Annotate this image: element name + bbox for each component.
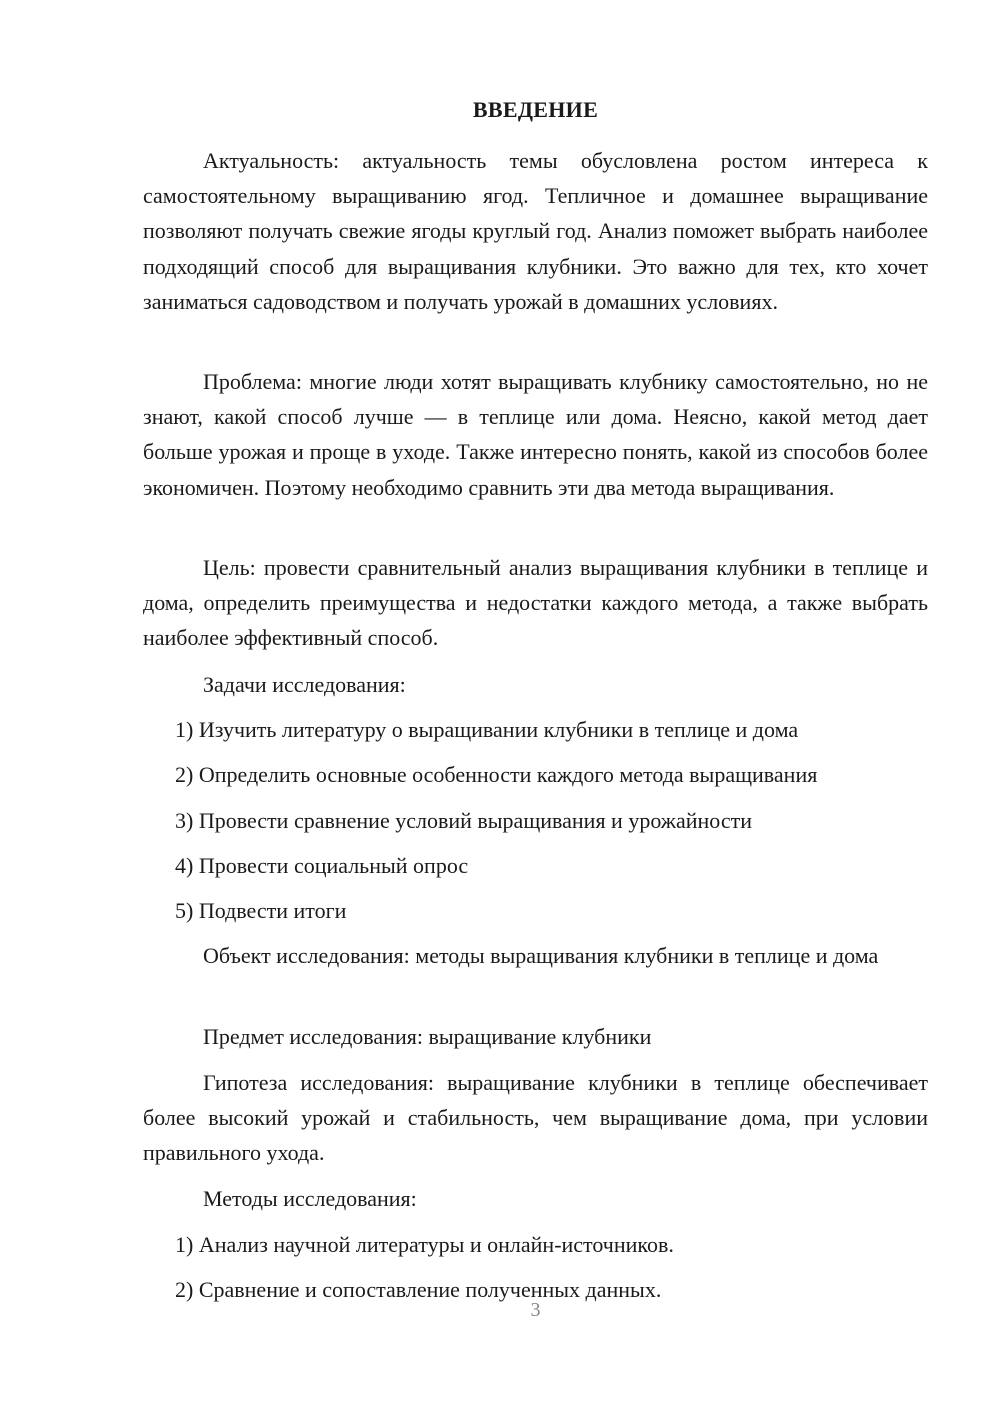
task-item: 3) Провести сравнение условий выращивания и урожайности [175,808,752,833]
task-item: 1) Изучить литературу о выращивании клубники в теплице и дома [175,717,799,742]
task-item: 2) Определить основные особенности каждого метода выращивания [175,762,818,787]
methods-heading: Методы исследования: [203,1186,417,1211]
section-heading: ВВЕДЕНИЕ [472,97,599,122]
problem-paragraph: Проблема: многие люди хотят выращивать клубнику самостоятельно, но не знают, какой способ лучше — в теплице или дома. Неясно, какой метод дает больше урожая и проще в уходе. Также интересно понять, какой из способов более экономичен. Поэтому необходимо сравнить эти два метода выращивания. [143,369,928,500]
goal-paragraph: Цель: провести сравнительный анализ выращивания клубники в теплице и дома, определить преимущества и недостатки каждого метода, а также выбрать наиболее эффективный способ. [143,555,928,651]
method-item: 1) Анализ научной литературы и онлайн-источников. [175,1232,674,1257]
relevance-paragraph: Актуальность: актуальность темы обусловлена ростом интереса к самостоятельному выращиванию ягод. Тепличное и домашнее выращивание позволяют получать свежие ягоды круглый год. Анализ поможет выбрать наиболее подходящий способ для выращивания клубники. Это важно для тех, кто хочет заниматься садоводством и получать урожай в домашних условиях. [143,148,928,314]
page-number: 3 [530,1299,541,1321]
task-item: 4) Провести социальный опрос [175,853,469,878]
document-page [143,0,928,1414]
subject-paragraph: Предмет исследования: выращивание клубники [203,1024,652,1049]
hypothesis-paragraph: Гипотеза исследования: выращивание клубники в теплице обеспечивает более высокий урожай и стабильность, чем выращивание дома, при условии правильного ухода. [143,1070,928,1166]
task-item: 5) Подвести итоги [175,898,347,923]
tasks-heading: Задачи исследования: [203,672,406,697]
method-item: 2) Сравнение и сопоставление полученных данных. [175,1277,662,1302]
object-paragraph: Объект исследования: методы выращивания клубники в теплице и дома [203,943,879,968]
